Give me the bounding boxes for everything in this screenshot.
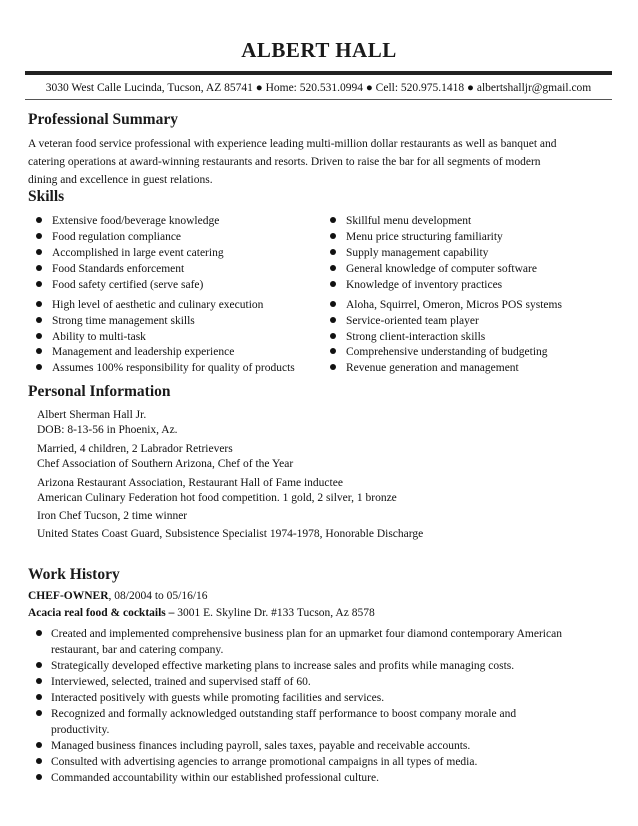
work-item: Consulted with advertising agencies to arrange promotional campaigns in all types of media. <box>36 756 477 768</box>
skill-item: Supply management capability <box>330 247 488 259</box>
summary-line: dining and excellence in guest relations. <box>28 174 213 186</box>
skill-item: Extensive food/beverage knowledge <box>36 215 219 227</box>
contact-line: 3030 West Calle Lucinda, Tucson, AZ 85741 ● Home: 520.531.0994 ● Cell: 520.975.1418 ● albertshalljr@gmail.com <box>45 82 592 94</box>
personal-line: Albert Sherman Hall Jr. <box>37 409 147 421</box>
skill-item: Food regulation compliance <box>36 231 181 243</box>
bullet-icon <box>36 742 42 748</box>
header-rule-thin <box>25 99 612 100</box>
bullet-icon <box>36 774 42 780</box>
company-name: Acacia real food & cocktails <box>28 607 166 619</box>
bullet-icon <box>330 317 336 323</box>
bullet-icon <box>330 301 336 307</box>
bullet-icon <box>330 333 336 339</box>
bullet-icon <box>330 217 336 223</box>
skill-item: High level of aesthetic and culinary execution <box>36 299 263 311</box>
bullet-icon <box>36 348 42 354</box>
resume-name: ALBERT HALL <box>241 38 397 62</box>
skill-item: Knowledge of inventory practices <box>330 279 502 291</box>
bullet-icon <box>36 249 42 255</box>
bullet-icon <box>36 333 42 339</box>
work-item: Strategically developed effective marketing plans to increase sales and profits while managing costs. <box>36 660 514 672</box>
bullet-icon <box>36 364 42 370</box>
skill-item: Management and leadership experience <box>36 346 234 358</box>
personal-line: Chef Association of Southern Arizona, Chef of the Year <box>37 458 294 470</box>
work-heading: Work History <box>28 566 120 583</box>
bullet-icon <box>36 662 42 668</box>
personal-line: American Culinary Federation hot food competition. 1 gold, 2 silver, 1 bronze <box>37 492 397 504</box>
job-dates: , 08/2004 to 05/16/16 <box>108 590 208 602</box>
bullet-icon <box>36 233 42 239</box>
bullet-icon <box>330 249 336 255</box>
bullet-icon <box>330 265 336 271</box>
work-item-continued: productivity. <box>51 724 110 736</box>
job-title-line <box>28 590 208 602</box>
work-item-continued: restaurant, bar and catering company. <box>51 644 224 656</box>
header-rule-thick <box>25 71 612 75</box>
bullet-icon <box>330 364 336 370</box>
skill-item: Strong client-interaction skills <box>330 331 485 343</box>
work-item: Interviewed, selected, trained and supervised staff of 60. <box>36 676 311 688</box>
bullet-icon <box>36 217 42 223</box>
summary-line: catering operations at award-winning restaurants and resorts. Driven to raise the bar for all segments of modern <box>28 156 541 168</box>
personal-line: Married, 4 children, 2 Labrador Retrievers <box>37 443 233 455</box>
personal-heading: Personal Information <box>28 383 171 400</box>
work-item: Managed business finances including payroll, sales taxes, payable and receivable accounts. <box>36 740 470 752</box>
bullet-icon <box>330 348 336 354</box>
skill-item: Food safety certified (serve safe) <box>36 279 203 291</box>
skill-item: Menu price structuring familiarity <box>330 231 503 243</box>
skill-item: General knowledge of computer software <box>330 263 537 275</box>
summary-heading: Professional Summary <box>28 111 178 128</box>
skill-item: Ability to multi-task <box>36 331 146 343</box>
bullet-icon <box>36 758 42 764</box>
personal-line: Arizona Restaurant Association, Restaurant Hall of Fame inductee <box>37 477 343 489</box>
bullet-icon <box>330 233 336 239</box>
work-item: Created and implemented comprehensive business plan for an upmarket four diamond contemporary American <box>36 628 562 640</box>
bullet-icon <box>36 317 42 323</box>
bullet-icon <box>36 678 42 684</box>
work-item: Commanded accountability within our established professional culture. <box>36 772 379 784</box>
bullet-icon <box>36 301 42 307</box>
bullet-icon <box>36 710 42 716</box>
personal-line: Iron Chef Tucson, 2 time winner <box>37 510 188 522</box>
skill-item: Accomplished in large event catering <box>36 247 224 259</box>
skill-item: Service-oriented team player <box>330 315 479 327</box>
skill-item: Strong time management skills <box>36 315 195 327</box>
skill-item: Food Standards enforcement <box>36 263 184 275</box>
bullet-icon <box>36 265 42 271</box>
job-title: CHEF-OWNER <box>28 590 109 602</box>
skill-item: Aloha, Squirrel, Omeron, Micros POS systems <box>330 299 562 311</box>
skill-item: Revenue generation and management <box>330 362 519 374</box>
work-item: Interacted positively with guests while promoting facilities and services. <box>36 692 384 704</box>
skills-heading: Skills <box>28 188 65 205</box>
skill-item: Skillful menu development <box>330 215 471 227</box>
personal-line: DOB: 8-13-56 in Phoenix, Az. <box>37 424 178 436</box>
work-item: Recognized and formally acknowledged outstanding staff performance to boost company morale and <box>36 708 516 720</box>
personal-line: United States Coast Guard, Subsistence Specialist 1974-1978, Honorable Discharge <box>37 528 424 540</box>
summary-text <box>28 135 608 189</box>
company-address: 3001 E. Skyline Dr. #133 Tucson, Az 8578 <box>177 607 375 619</box>
bullet-icon <box>330 281 336 287</box>
bullet-icon <box>36 630 42 636</box>
summary-line: A veteran food service professional with experience leading multi-million dollar restaurants as well as banquet and <box>28 138 557 150</box>
skill-item: Comprehensive understanding of budgeting <box>330 346 548 358</box>
job-company-line: Acacia real food & cocktails – 3001 E. Skyline Dr. #133 Tucson, Az 8578 <box>28 607 375 619</box>
skill-item: Assumes 100% responsibility for quality of products <box>36 362 295 374</box>
bullet-icon <box>36 694 42 700</box>
bullet-icon <box>36 281 42 287</box>
